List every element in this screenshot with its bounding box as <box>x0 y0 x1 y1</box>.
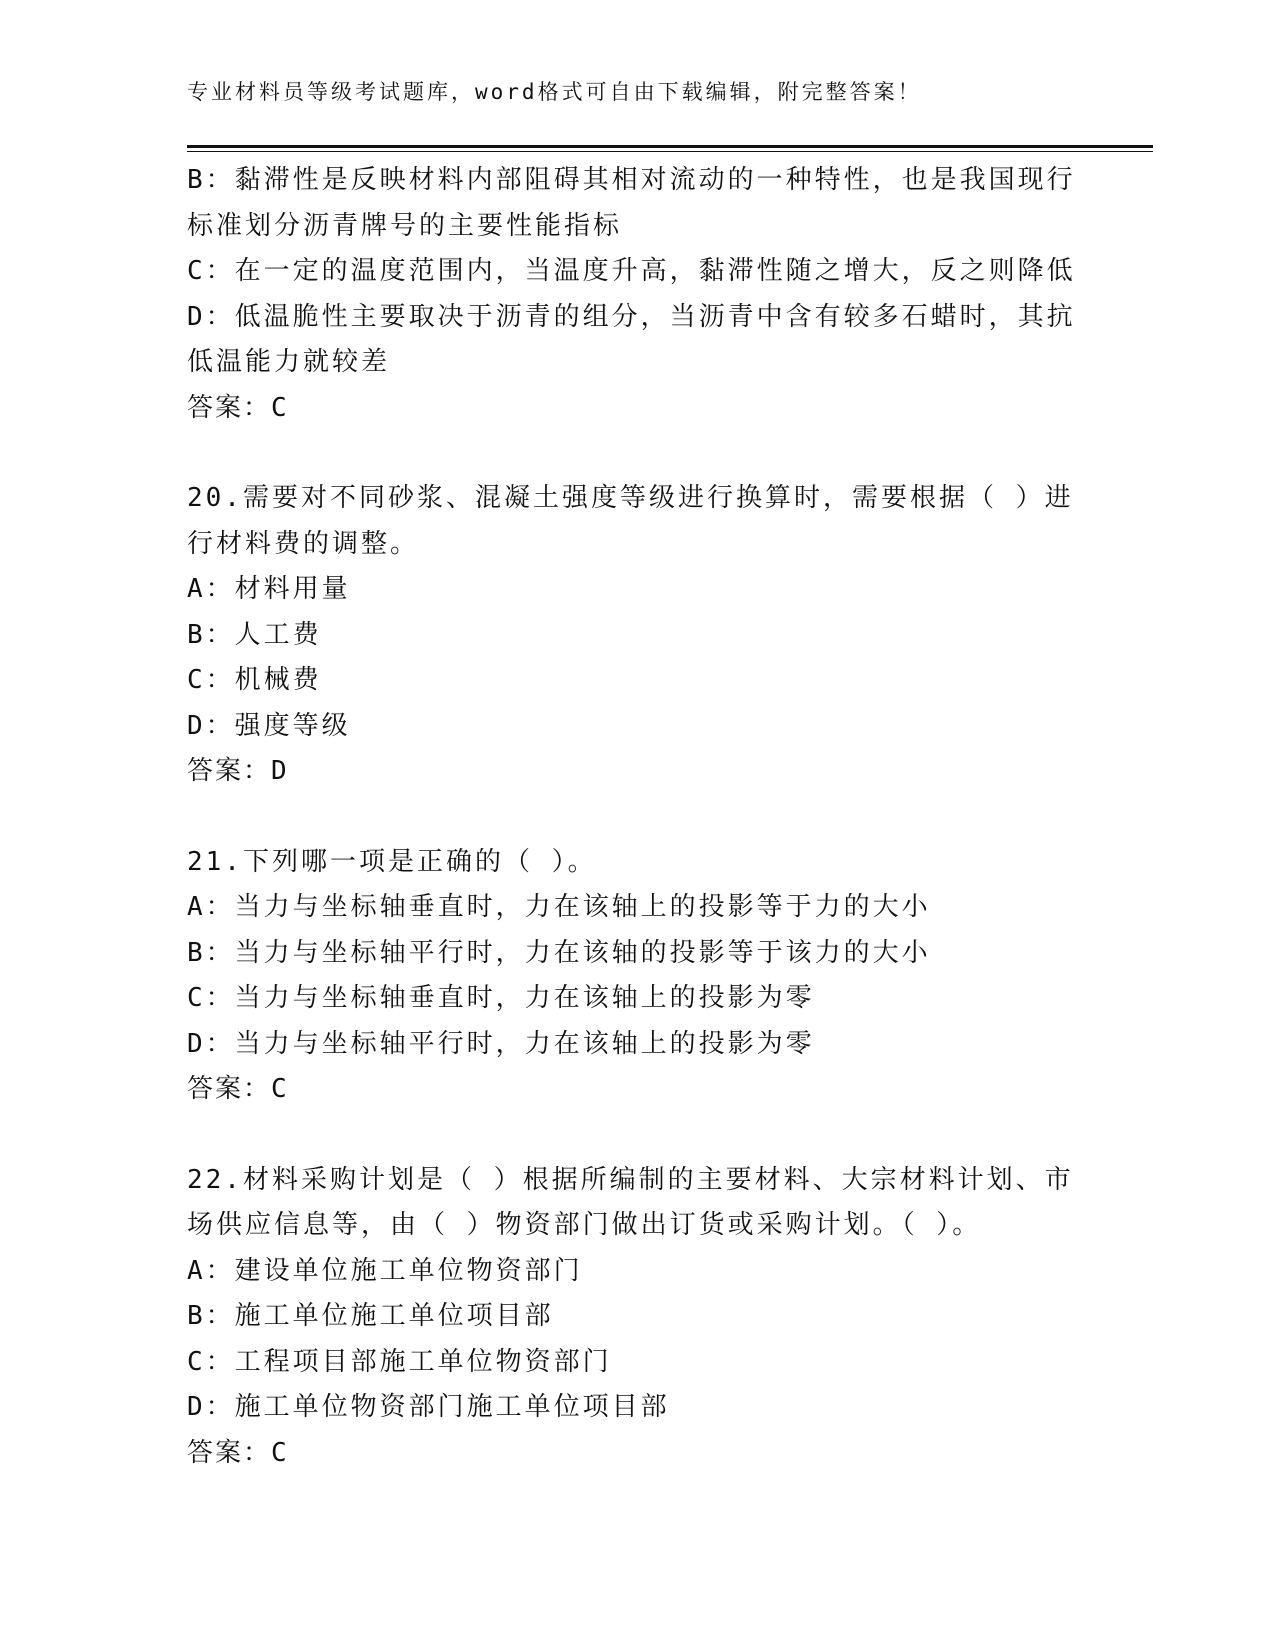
option-d-line-1: D：低温脆性主要取决于沥青的组分，当沥青中含有较多石蜡时，其抗 <box>187 301 1076 332</box>
option-c: C：在一定的温度范围内，当温度升高，黏滞性随之增大，反之则降低 <box>187 256 1076 286</box>
question-stem-line-2: 场供应信息等，由（ ）物资部门做出订货或采购计划。（ ）。 <box>187 1210 982 1240</box>
option-b: B：人工费 <box>187 619 322 650</box>
header-rule-thick <box>187 145 1153 148</box>
answer: 答案：C <box>187 392 289 423</box>
option-d: D：施工单位物资部门施工单位项目部 <box>187 1392 670 1422</box>
question-20 <box>187 476 1087 795</box>
question-stem-line-1: 21.下列哪一项是正确的（ ）。 <box>187 846 597 877</box>
page-header: 专业材料员等级考试题库，word格式可自由下载编辑，附完整答案！ <box>187 80 922 104</box>
option-a: A：当力与坐标轴垂直时，力在该轴上的投影等于力的大小 <box>187 892 931 922</box>
option-a: A：建设单位施工单位物资部门 <box>187 1255 583 1286</box>
option-c: C：工程项目部施工单位物资部门 <box>187 1346 612 1377</box>
question-stem-line-1: 22.材料采购计划是（ ）根据所编制的主要材料、大宗材料计划、市 <box>187 1164 1074 1195</box>
option-c: C：机械费 <box>187 665 322 695</box>
answer: 答案：C <box>187 1437 289 1468</box>
option-d: D：强度等级 <box>187 710 351 741</box>
question-content <box>187 158 1087 1476</box>
option-b-line-2: 标准划分沥青牌号的主要性能指标 <box>187 210 623 241</box>
question-22 <box>187 1158 1087 1477</box>
question-19-continuation <box>187 158 1087 431</box>
option-b: B：施工单位施工单位项目部 <box>187 1301 554 1331</box>
question-stem-line-1: 20.需要对不同砂浆、混凝土强度等级进行换算时，需要根据（ ）进 <box>187 483 1074 513</box>
option-c: C：当力与坐标轴垂直时，力在该轴上的投影为零 <box>187 983 815 1013</box>
answer: 答案：D <box>187 756 289 786</box>
option-b: B：当力与坐标轴平行时，力在该轴的投影等于该力的大小 <box>187 937 931 968</box>
option-a: A：材料用量 <box>187 574 351 604</box>
question-stem-line-2: 行材料费的调整。 <box>187 528 420 559</box>
option-d-line-2: 低温能力就较差 <box>187 347 391 377</box>
question-21 <box>187 840 1087 1113</box>
answer: 答案：C <box>187 1074 289 1104</box>
option-b-line-1: B：黏滞性是反映材料内部阻碍其相对流动的一种特性，也是我国现行 <box>187 165 1076 195</box>
header-rule-thin <box>187 151 1153 152</box>
option-d: D：当力与坐标轴平行时，力在该轴上的投影为零 <box>187 1028 815 1059</box>
